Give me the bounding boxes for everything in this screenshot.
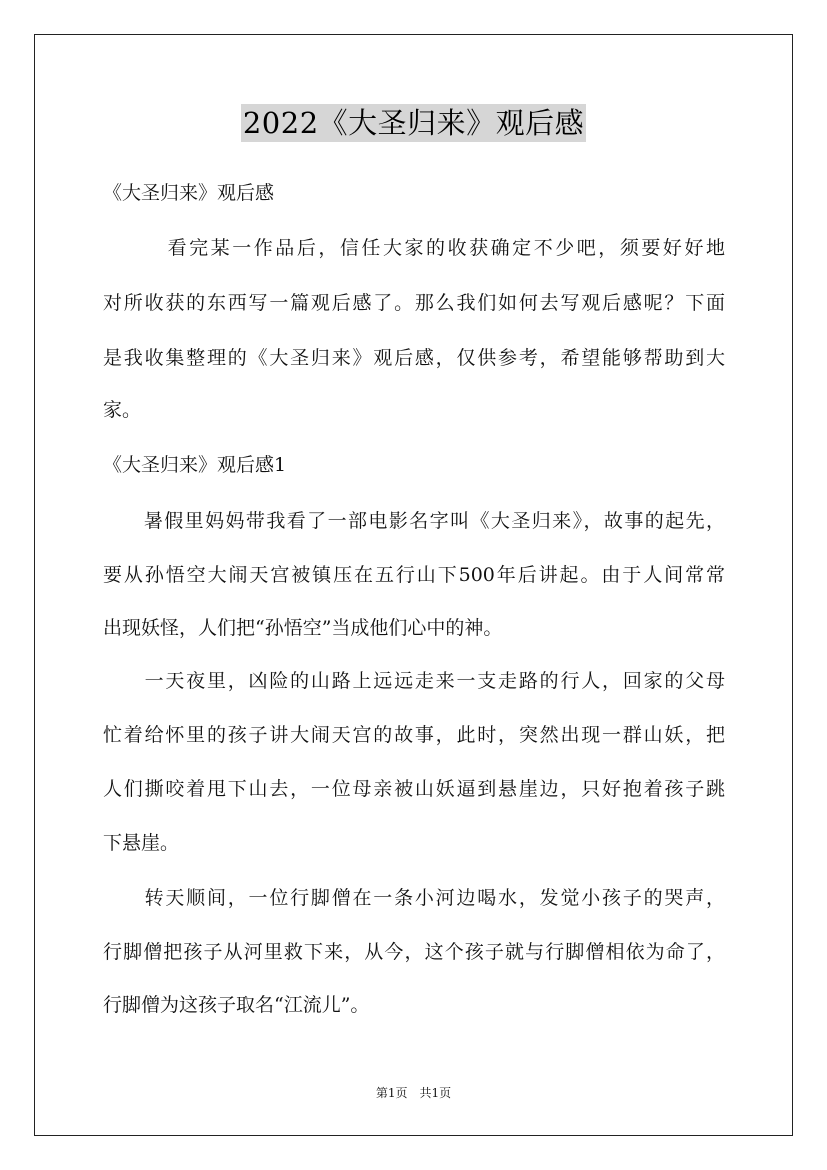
paragraph-line: 一天夜里，凶险的山路上远远走来一支走路的行人，回家的父母 — [103, 670, 725, 692]
paragraph-line: 下悬崖。 — [103, 832, 180, 854]
paragraph-line: 行脚僧把孩子从河里救下来，从今，这个孩子就与行脚僧相依为命了， — [103, 941, 725, 963]
heading: 《大圣归来》观后感 — [103, 182, 275, 204]
paragraph-line: 转天顺间，一位行脚僧在一条小河边喝水，发觉小孩子的哭声， — [103, 887, 725, 909]
document-title: 2022《大圣归来》观后感 — [242, 106, 585, 140]
intro-line: 对所收获的东西写一篇观后感了。那么我们如何去写观后感呢？下面 — [103, 292, 725, 314]
paragraph-line: 行脚僧为这孩子取名“江流儿”。 — [103, 994, 370, 1016]
paragraph-line: 要从孙悟空大闹天宫被镇压在五行山下500年后讲起。由于人间常常 — [103, 564, 725, 586]
page-footer: 第1页 共1页 — [375, 1086, 452, 1100]
intro-line: 是我收集整理的《大圣归来》观后感，仅供参考，希望能够帮助到大 — [103, 347, 725, 369]
intro-line: 家。 — [103, 399, 142, 421]
section-heading: 《大圣归来》观后感1 — [103, 454, 287, 476]
title-container — [0, 104, 827, 142]
paragraph-line: 出现妖怪，人们把“孙悟空”当成他们心中的神。 — [103, 617, 503, 639]
paragraph-line: 忙着给怀里的孩子讲大闹天宫的故事，此时，突然出现一群山妖，把 — [103, 724, 725, 746]
intro-line: 看完某一作品后，信任大家的收获确定不少吧，须要好好地 — [103, 237, 725, 259]
paragraph-line: 暑假里妈妈带我看了一部电影名字叫《大圣归来》，故事的起先， — [103, 510, 725, 532]
paragraph-line: 人们撕咬着甩下山去，一位母亲被山妖逼到悬崖边，只好抱着孩子跳 — [103, 778, 725, 800]
